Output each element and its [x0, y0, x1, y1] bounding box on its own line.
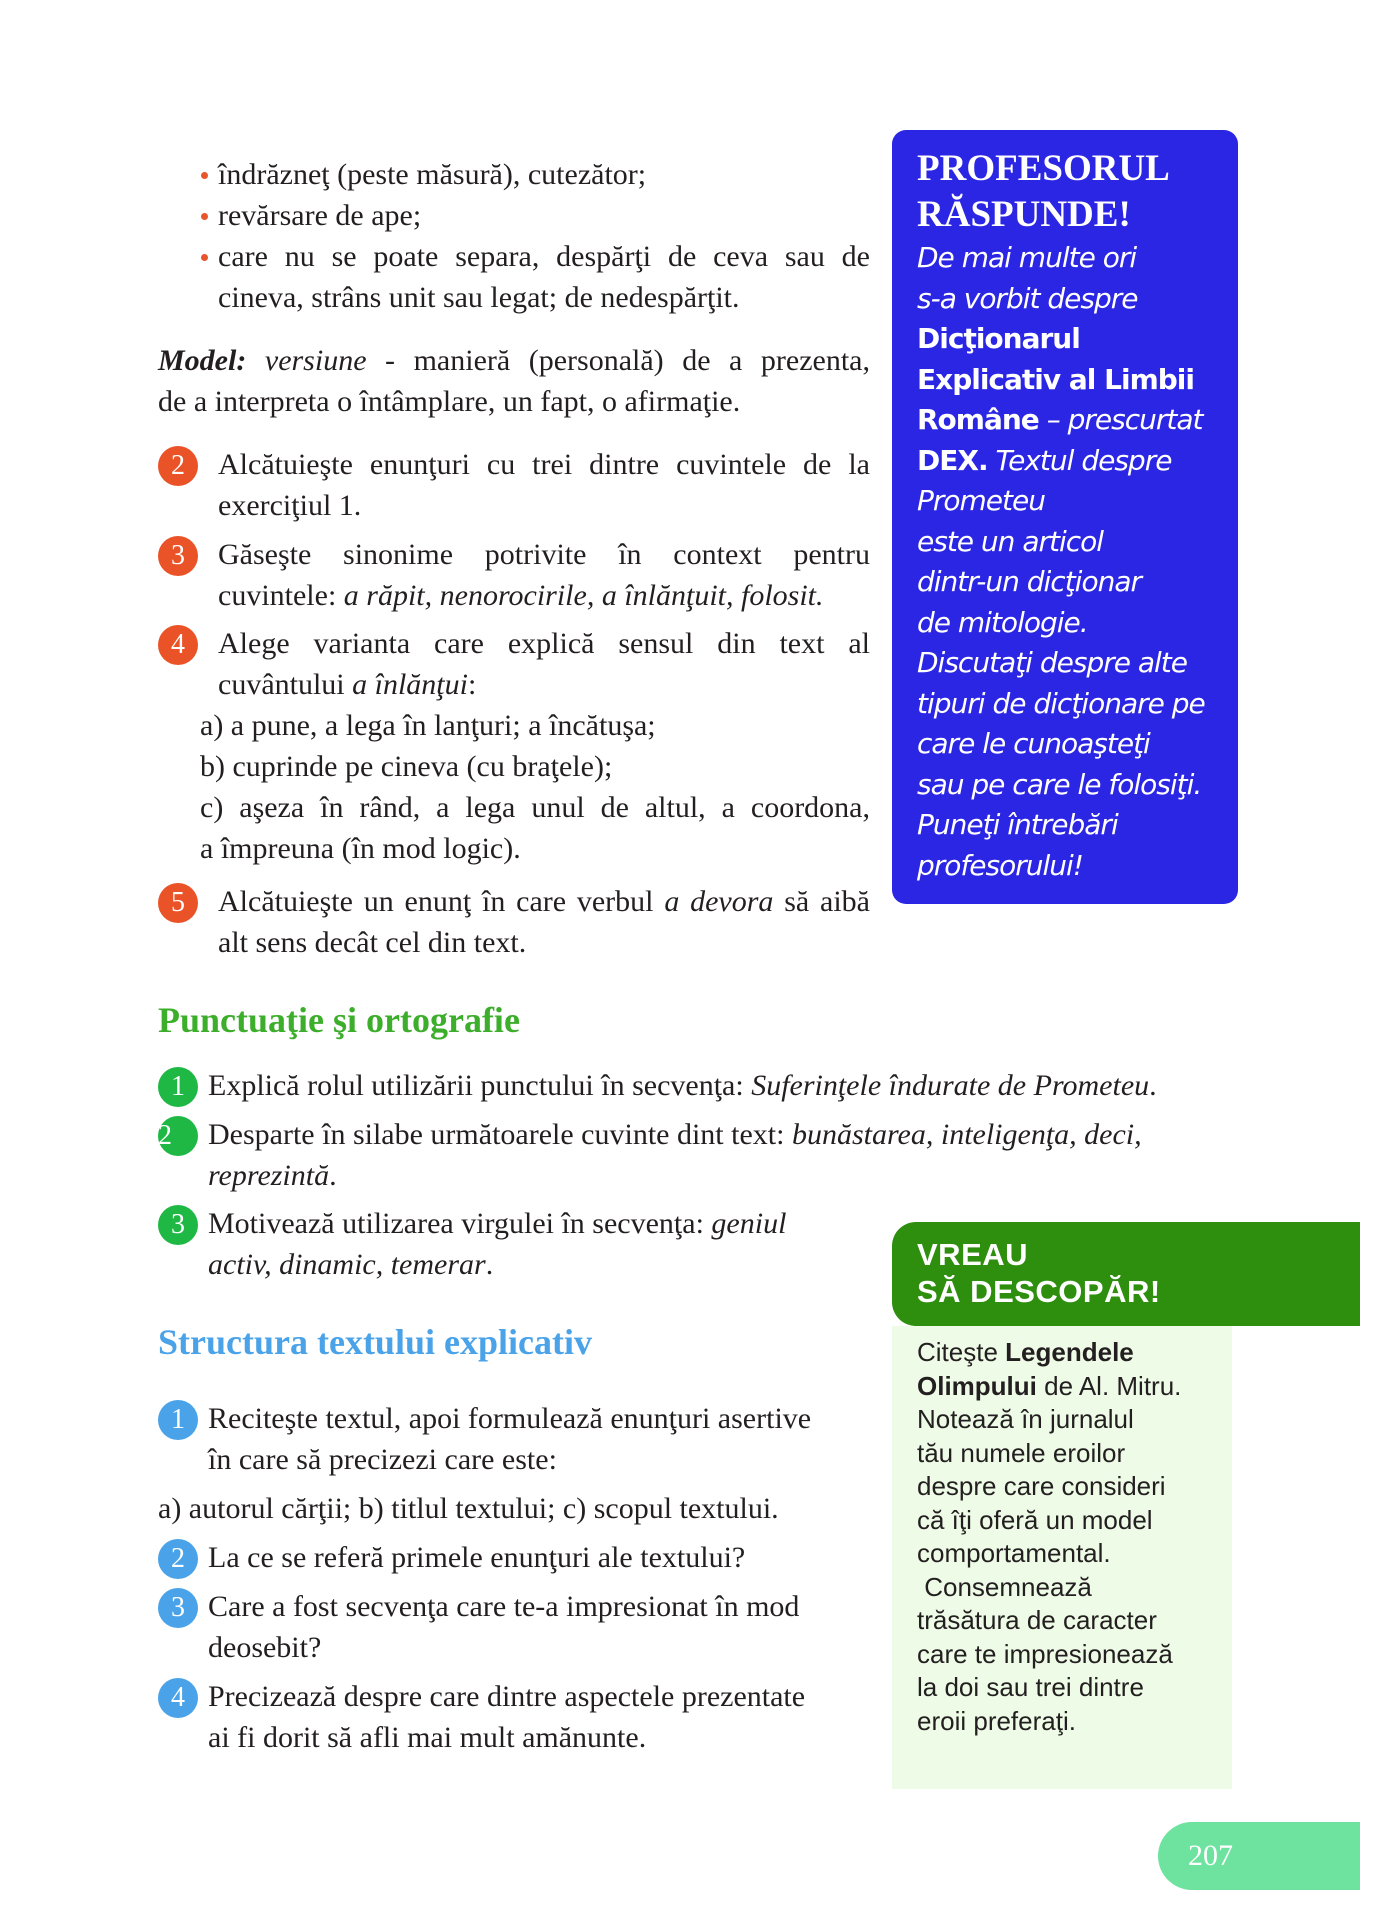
exercise-number-badge: 4	[158, 625, 198, 665]
punct-exercise-2: 2 Desparte în silabe următoarele cuvinte dint text: bunăstarea, inteligenţa, deci, reprezintă.	[158, 1118, 1142, 1192]
list-item: care nu se poate separa, despărţi de ceva sau de	[158, 236, 870, 277]
bullet-icon	[201, 172, 208, 179]
option-b: b) cuprinde pe cineva (cu braţele);	[200, 750, 613, 783]
exercise-5: 5 Alcătuieşte un enunţ în care verbul a devora să aibă alt sens decât cel din text.	[158, 881, 870, 963]
exercise-number-badge: 5	[158, 883, 198, 923]
option-a: a) a pune, a lega în lanţuri; a încătuşa;	[200, 709, 656, 742]
section-heading-punctuatie: Punctuaţie şi ortografie	[158, 1000, 520, 1040]
model-example: Model: versiune - manieră (personală) de a prezenta, de a interpreta o întâmplare, un fapt, o afirmaţie.	[158, 344, 870, 418]
exercise-number-badge: 2	[158, 446, 198, 486]
section-heading-structura: Structura textului explicativ	[158, 1322, 592, 1362]
exercise-3: 3 Găseşte sinonime potrivite în context pentru cuvintele: a răpit, nenorocirile, a înlănţuit, folosit.	[158, 534, 870, 616]
page-number: 207	[1158, 1822, 1360, 1890]
option-c: c) aşeza în rând, a lega unul de altul, a coordona,	[200, 791, 870, 824]
model-label: Model:	[158, 344, 247, 377]
punct-exercise-3: 3 Motivează utilizarea virgulei în secvenţa: geniul activ, dinamic, temerar.	[158, 1203, 870, 1285]
option-c-cont: a împreuna (în mod logic).	[200, 832, 521, 865]
bullet-icon	[201, 254, 208, 261]
exercise-number-badge: 1	[158, 1400, 198, 1440]
exercise-2: 2 Alcătuieşte enunţuri cu trei dintre cuvintele de la exerciţiul 1.	[158, 444, 870, 526]
struct-exercise-4: 4 Precizează despre care dintre aspectele prezentate ai fi dorit să afli mai mult amănunte.	[158, 1676, 870, 1758]
exercise-number-badge: 2	[158, 1116, 198, 1156]
vreau-sa-descopar-body: Citeşte Legendele Olimpului de Al. Mitru. Notează în jurnalul tău numele eroilor despre care consideri că îţi oferă un model comportamental. Consemnează trăsătura de caracter care te impresionează la doi sau trei dintre eroii preferaţi.	[892, 1326, 1232, 1789]
list-item: îndrăzneţ (peste măsură), cutezător;	[158, 154, 870, 195]
bullet-icon	[201, 213, 208, 220]
list-item: cineva, strâns unit sau legat; de nedespărţit.	[218, 281, 740, 314]
struct-exercise-3: 3 Care a fost secvenţa care te-a impresionat în mod deosebit?	[158, 1586, 870, 1668]
box-body: De mai multe ori s-a vorbit despre Dicţionarul Explicativ al Limbii Române – prescurtat DEX. Textul despre Prometeu este un articol dintr-un dicţionar de mitologie. Discutaţi despre alte tipuri de dicţionare pe care le cunoaşteţi sau pe care le folosiţi. Puneţi întrebări profesorului!	[917, 241, 1205, 882]
exercise-4: 4 Alege varianta care explică sensul din text al cuvântului a înlănţui: a) a pune, a lega în lanţuri; a încătuşa; b) cuprinde pe cineva (cu braţele); c) aşeza în rând, a lega unul de altul, a coordona, a împreuna (în mod logic).	[158, 623, 870, 869]
exercise-number-badge: 4	[158, 1678, 198, 1718]
exercise-number-badge: 2	[158, 1539, 198, 1579]
exercise-number-badge: 3	[158, 536, 198, 576]
profesorul-raspunde-box	[892, 130, 1238, 904]
struct-exercise-1-options: a) autorul cărţii; b) titlul textului; c) scopul textului.	[158, 1492, 779, 1525]
model-word: versiune	[264, 344, 367, 377]
vreau-sa-descopar-title: VREAU SĂ DESCOPĂR!	[892, 1222, 1360, 1326]
exercise-number-badge: 3	[158, 1588, 198, 1628]
exercise-number-badge: 3	[158, 1205, 198, 1245]
struct-exercise-1: 1 Reciteşte textul, apoi formulează enunţuri asertive în care să precizezi care este:	[158, 1398, 870, 1480]
vocab-list	[158, 154, 870, 318]
list-item: revărsare de ape;	[158, 195, 870, 236]
punct-exercise-1: 1 Explică rolul utilizării punctului în secvenţa: Suferinţele îndurate de Prometeu.	[158, 1065, 1238, 1106]
struct-exercise-2: 2 La ce se referă primele enunţuri ale textului?	[158, 1537, 870, 1578]
box-title: PROFESORUL RĂSPUNDE!	[917, 148, 1170, 235]
exercise-number-badge: 1	[158, 1067, 198, 1107]
